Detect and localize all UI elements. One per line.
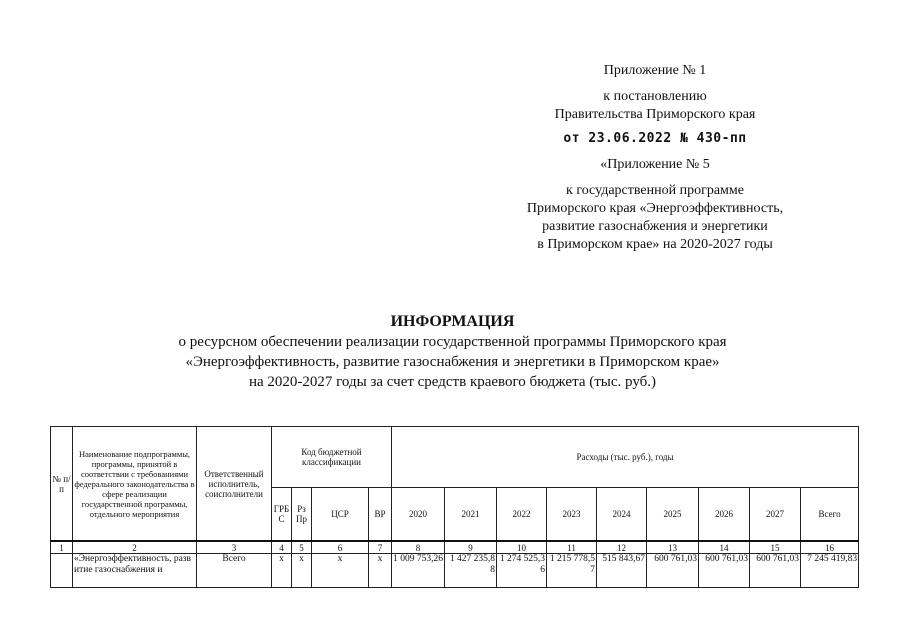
title-line: «Энергоэффективность, развитие газоснабжения и энергетики в Приморском крае» xyxy=(185,354,720,370)
row-value: 600 761,03 xyxy=(647,554,699,588)
col-number: 10 xyxy=(497,541,547,554)
header-rzpr: Рз Пр xyxy=(292,488,312,542)
col-number: 9 xyxy=(445,541,497,554)
document-title xyxy=(0,312,905,392)
row-value: 515 843,67 xyxy=(597,554,647,588)
header-budget-code: Код бюджетной классификации xyxy=(272,427,392,488)
header-expenses: Расходы (тыс. руб.), годы xyxy=(392,427,859,488)
row-value: 1 009 753,26 xyxy=(392,554,445,588)
col-number: 13 xyxy=(647,541,699,554)
decree-stamp: от 23.06.2022 № 430-пп xyxy=(563,131,747,146)
row-value: 1 274 525,36 xyxy=(497,554,547,588)
appendix-line: Приложение № 1 xyxy=(603,63,707,78)
header-year: 2024 xyxy=(597,488,647,542)
header-year: 2025 xyxy=(647,488,699,542)
row-value: 1 427 235,88 xyxy=(445,554,497,588)
row-grbs: х xyxy=(272,554,292,588)
row-total: 7 245 419,83 xyxy=(801,554,859,588)
col-number: 2 xyxy=(73,541,197,554)
row-value: 600 761,03 xyxy=(750,554,801,588)
col-number: 12 xyxy=(597,541,647,554)
col-number: 6 xyxy=(312,541,369,554)
header-total: Всего xyxy=(801,488,859,542)
row-num xyxy=(51,554,73,588)
appendix-line: Правительства Приморского края xyxy=(554,107,756,122)
header-year: 2022 xyxy=(497,488,547,542)
col-number: 14 xyxy=(699,541,750,554)
appendix-block xyxy=(495,62,815,254)
col-number: 4 xyxy=(272,541,292,554)
header-year: 2027 xyxy=(750,488,801,542)
col-number: 16 xyxy=(801,541,859,554)
title-line: на 2020-2027 годы за счет средств краевого бюджета (тыс. руб.) xyxy=(248,374,657,390)
title-heading: ИНФОРМАЦИЯ xyxy=(390,313,515,330)
row-responsible: Всего xyxy=(197,554,272,588)
col-number: 3 xyxy=(197,541,272,554)
row-value: 600 761,03 xyxy=(699,554,750,588)
row-csr: х xyxy=(312,554,369,588)
header-responsible: Ответственный исполнитель, соисполнители xyxy=(197,427,272,542)
col-number: 11 xyxy=(547,541,597,554)
header-vr: ВР xyxy=(369,488,392,542)
col-number: 15 xyxy=(750,541,801,554)
header-year: 2020 xyxy=(392,488,445,542)
row-vr: х xyxy=(369,554,392,588)
col-number: 7 xyxy=(369,541,392,554)
resource-table xyxy=(50,426,859,588)
row-rzpr: х xyxy=(292,554,312,588)
header-year: 2023 xyxy=(547,488,597,542)
appendix-line: развитие газоснабжения и энергетики xyxy=(542,219,768,234)
header-year: 2026 xyxy=(699,488,750,542)
title-line: о ресурсном обеспечении реализации государственной программы Приморского края xyxy=(178,334,727,350)
col-number: 1 xyxy=(51,541,73,554)
appendix-line: Приморского края «Энергоэффективность, xyxy=(526,201,784,216)
header-grbs: ГРБ С xyxy=(272,488,292,542)
appendix-line: в Приморском крае» на 2020-2027 годы xyxy=(537,237,773,252)
col-number: 5 xyxy=(292,541,312,554)
appendix-line: «Приложение № 5 xyxy=(600,157,710,172)
appendix-line: к государственной программе xyxy=(566,183,744,198)
row-name: «Энергоэффективность, развитие газоснабжения и xyxy=(73,554,197,588)
row-value: 1 215 778,57 xyxy=(547,554,597,588)
col-number: 8 xyxy=(392,541,445,554)
header-num: № п/п xyxy=(51,427,73,542)
header-csr: ЦСР xyxy=(312,488,369,542)
table-row xyxy=(51,554,859,588)
header-name: Наименование подпрограммы, программы, принятой в соответствии с требованиями федерального законодательства в сфере реализации государственной программы, отдельного мероприятия xyxy=(73,427,197,542)
header-year: 2021 xyxy=(445,488,497,542)
appendix-line: к постановлению xyxy=(603,89,707,104)
